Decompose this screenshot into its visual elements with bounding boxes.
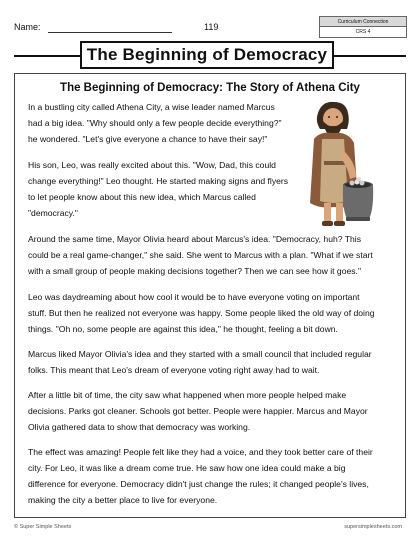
paragraph-line: things. "Oh no, some people are against this idea," he thought, feeling a bit down. [28,324,338,334]
curriculum-title: Curriculum Connection [320,17,406,27]
paragraph-line: His son, Leo, was really excited about this. "Wow, Dad, this could [28,160,276,170]
paragraph-line: decisions. Parks got cleaner. Schools got better. People were happier. Marcus and Mayor [28,406,368,416]
footer-copyright: © Super Simple Sheets [14,524,72,530]
page-title-banner [80,41,334,69]
paragraph-line: could be a real game-changer," she said. She went to Marcus with a plan. "What if we start [28,250,373,260]
curriculum-connection-box [319,16,407,38]
paragraph-line: In a bustling city called Athena City, a wise leader named Marcus [28,102,275,112]
paragraph-line: to let people know about this new idea, which Marcus called [28,192,256,202]
paragraph-line: "democracy." [28,208,78,218]
name-line[interactable] [48,32,172,33]
worksheet-header [14,16,406,36]
footer-website: supersimplesheets.com [344,524,402,530]
story-title: The Beginning of Democracy: The Story of Athena City [60,82,360,94]
paragraph-5 [28,346,372,378]
page-number: 119 [204,22,219,32]
paragraph-line: stuff. But then he realized not everyone was happy. Some people liked the old way of doing [28,308,375,318]
paragraph-7 [28,444,373,508]
paragraph-3 [28,231,373,279]
curriculum-code: CRS 4 [355,29,371,35]
paragraph-line: After a little bit of time, the city saw what happened when more people helped make [28,390,347,400]
page-title: The Beginning of Democracy [86,45,328,64]
paragraph-line: difference for everyone. Democracy didn't just change the rules; it changed people's lives, [28,479,369,489]
paragraph-line: Around the same time, Mayor Olivia heard about Marcus's idea. "Democracy, huh? This [28,234,361,244]
paragraph-1 [28,99,282,147]
paragraph-2 [28,157,288,221]
name-label: Name: [14,22,41,32]
paragraph-line: Leo was daydreaming about how cool it would be to have everyone voting on important [28,292,360,302]
athenian-voter-illustration [300,99,376,231]
paragraph-line: city. For Leo, it was like a dream come true. He saw how one idea could make a big [28,463,346,473]
paragraph-line: folks. This meant that Leo's dream of everyone voting right away had to wait. [28,365,320,375]
paragraph-line: change everything!" Leo thought. He started making signs and flyers [28,176,289,186]
title-rule-left [14,55,80,57]
paragraph-line: Marcus liked Mayor Olivia's idea and they started with a small council that included regular [28,349,372,359]
title-rule-right [334,55,406,57]
paragraph-line: making the city a better place to live for everyone. [28,495,218,505]
paragraph-line: Olivia gathered data to show that democracy was working. [28,422,251,432]
paragraph-6 [28,387,368,435]
paragraph-line: The effect was amazing! People felt like they had a voice, and they took better care of their [28,447,373,457]
paragraph-4 [28,289,375,337]
paragraph-line: he wondered. "Let's give everyone a chance to have their say!" [28,134,268,144]
paragraph-line: with a small group of people making decisions together? Then we can see how it goes." [28,266,361,276]
paragraph-line: had a big idea. "Why should only a few people decide everything?" [28,118,282,128]
